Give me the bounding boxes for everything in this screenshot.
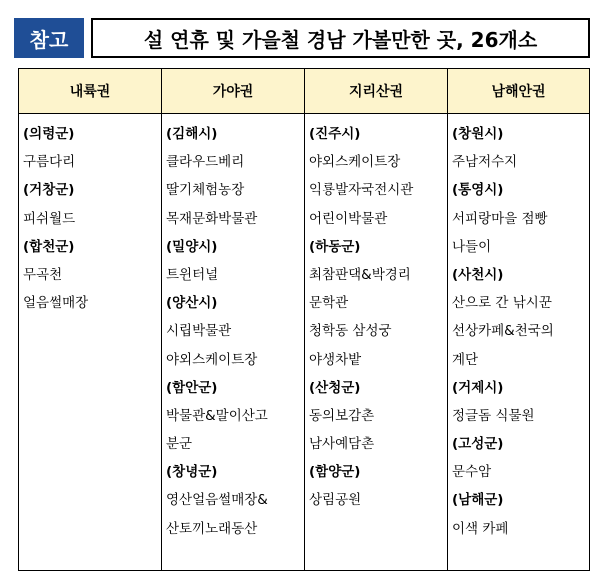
- list-item: 야외스케이트장: [166, 351, 258, 368]
- list-item: 무곡천: [23, 266, 63, 283]
- list-item: 시립박물관: [166, 323, 232, 340]
- region-label: (남해군): [452, 492, 504, 509]
- region-label: (밀양시): [166, 238, 218, 255]
- destinations-table: [18, 68, 590, 571]
- list-item: 익룡발자국전시관: [309, 182, 414, 199]
- region-label: (양산시): [166, 295, 218, 312]
- column-header-jirisan: 지리산권: [305, 69, 448, 114]
- column-south-coast: [448, 114, 590, 571]
- page-header: [14, 18, 590, 58]
- region-label: (통영시): [452, 182, 504, 199]
- table-body-row: [19, 114, 590, 571]
- list-item: 구름다리: [23, 154, 76, 171]
- page-title: 설 연휴 및 가을철 경남 가볼만한 곳, 26개소: [91, 18, 590, 58]
- list-item: 최참판댁&박경리: [309, 266, 411, 283]
- list-item: 클라우드베리: [166, 154, 245, 171]
- region-label: (김해시): [166, 126, 218, 142]
- list-item: 동의보감촌: [309, 407, 375, 424]
- list-item: 분군: [166, 436, 193, 453]
- region-label: (고성군): [452, 436, 504, 453]
- list-item: 계단: [452, 351, 479, 368]
- region-label: (진주시): [309, 126, 361, 142]
- region-label: (거제시): [452, 379, 504, 396]
- list-item: 목재문화박물관: [166, 210, 258, 227]
- list-item: 선상카페&천국의: [452, 323, 554, 340]
- list-item: 남사예담촌: [309, 436, 375, 453]
- table-header-row: [19, 69, 590, 114]
- list-item: 어린이박물관: [309, 210, 388, 227]
- list-item: 문수암: [452, 464, 492, 481]
- reference-badge: 참고: [14, 18, 84, 58]
- region-label: (산청군): [309, 379, 361, 396]
- column-jirisan: [305, 114, 448, 571]
- list-item: 얼음썰매장: [23, 295, 89, 312]
- list-item: 산으로 간 낚시꾼: [452, 295, 552, 312]
- column-gaya: [162, 114, 305, 571]
- list-item: 이색 카페: [452, 520, 509, 537]
- list-item: 야생차밭: [309, 351, 362, 368]
- region-label: (함양군): [309, 464, 361, 481]
- list-item: 트윈터널: [166, 266, 219, 283]
- column-header-inland: 내륙권: [19, 69, 162, 114]
- region-label: (의령군): [23, 126, 75, 142]
- region-label: (사천시): [452, 266, 504, 283]
- region-label: (함안군): [166, 379, 218, 396]
- list-item: 주남저수지: [452, 154, 518, 171]
- list-item: 박물관&말이산고: [166, 407, 268, 424]
- region-label: (창원시): [452, 126, 504, 142]
- list-item: 정글돔 식물원: [452, 407, 535, 424]
- list-item: 야외스케이트장: [309, 154, 401, 171]
- list-item: 딸기체험농장: [166, 182, 245, 199]
- list-item: 서피랑마을 점빵: [452, 210, 548, 227]
- list-item: 청학동 삼성궁: [309, 323, 392, 340]
- column-header-south-coast: 남해안권: [448, 69, 590, 114]
- list-item: 문학관: [309, 295, 349, 312]
- region-label: (하동군): [309, 238, 361, 255]
- region-label: (거창군): [23, 182, 75, 199]
- list-item: 상림공원: [309, 492, 362, 509]
- list-item: 나들이: [452, 238, 492, 255]
- column-inland: [19, 114, 162, 571]
- region-label: (창녕군): [166, 464, 218, 481]
- list-item: 산토끼노래동산: [166, 520, 258, 537]
- list-item: 영산얼음썰매장&: [166, 492, 268, 509]
- column-header-gaya: 가야권: [162, 69, 305, 114]
- region-label: (합천군): [23, 238, 75, 255]
- list-item: 피쉬월드: [23, 210, 76, 227]
